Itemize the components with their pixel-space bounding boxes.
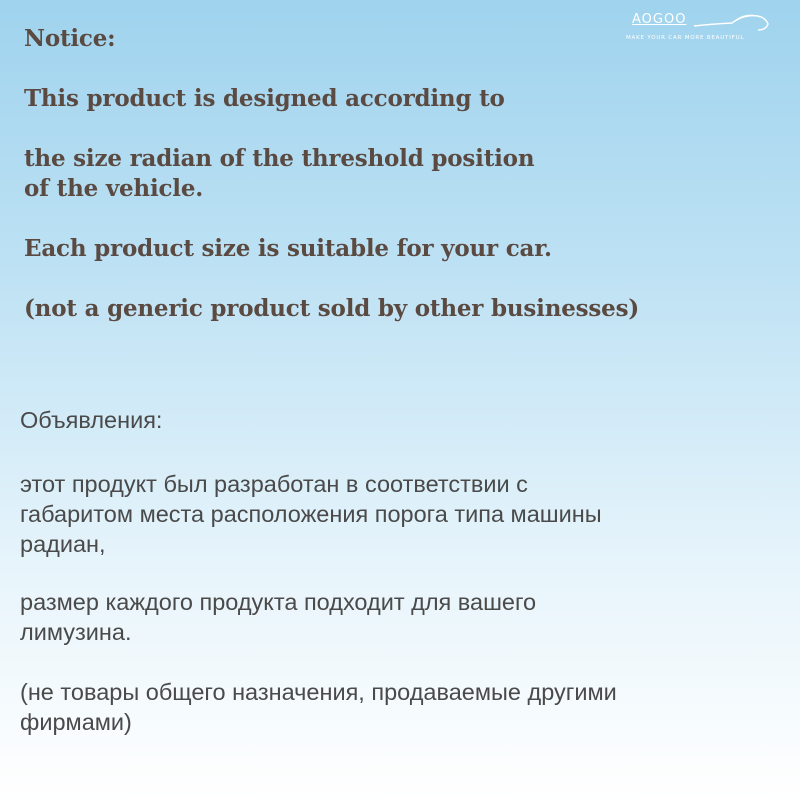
english-line-4: Each product size is suitable for your car. (24, 235, 552, 262)
english-line-5: (not a generic product sold by other businesses) (24, 295, 640, 322)
russian-p3-line-1: (не товары общего назначения, продаваемые другими (20, 679, 617, 705)
english-heading: Notice: (24, 25, 116, 52)
russian-heading: Объявления: (20, 407, 163, 433)
english-line-3: of the vehicle. (24, 175, 204, 202)
car-icon (692, 8, 772, 36)
english-line-2: the size radian of the threshold position (24, 145, 535, 172)
russian-p2-line-2: лимузина. (20, 619, 132, 645)
english-line-1: This product is designed according to (24, 85, 505, 112)
russian-p3-line-2: фирмами) (20, 709, 132, 735)
russian-p1-line-2: габаритом места расположения порога типа машины (20, 501, 602, 527)
russian-p1-line-3: радиан, (20, 531, 106, 557)
russian-p2-line-1: размер каждого продукта подходит для вашего (20, 589, 537, 615)
russian-p1-line-1: этот продукт был разработан в соответствии с (20, 471, 528, 497)
logo-tagline: MAKE YOUR CAR MORE BEAUTIFUL (626, 35, 745, 41)
logo-brand-name: AOGOO (632, 12, 687, 27)
brand-logo (626, 8, 786, 48)
